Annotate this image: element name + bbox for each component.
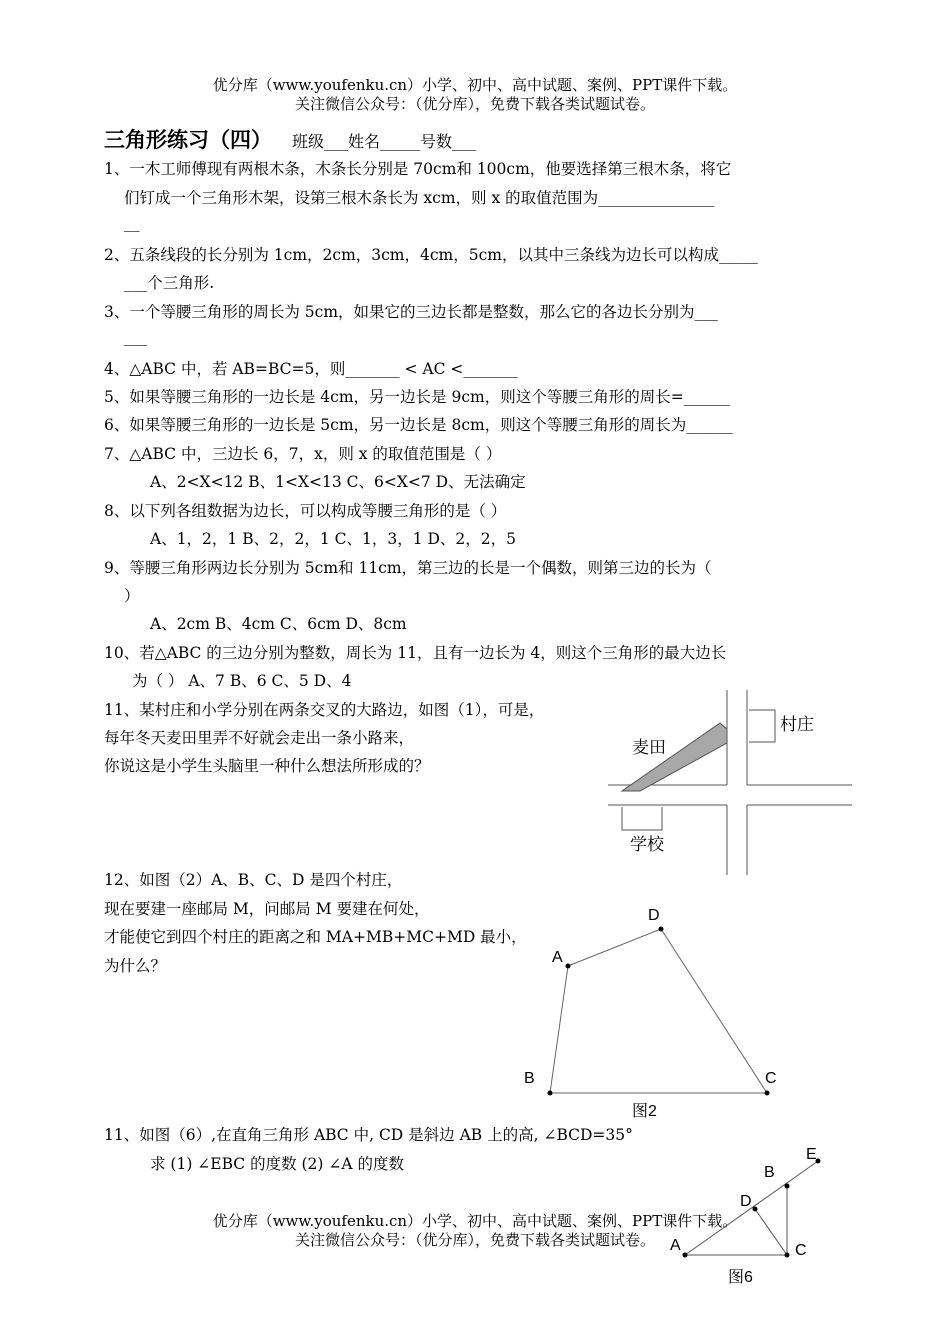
- question-12-line-1: 12、如图（2）A、B、C、D 是四个村庄，: [104, 871, 403, 889]
- header-line-2: 关注微信公众号：（优分库），免费下载各类试题试卷。: [294, 95, 655, 113]
- label-c: C: [795, 1242, 807, 1259]
- question-13-line-1: 11、如图（6）,在直角三角形 ABC 中, CD 是斜边 AB 上的高, ∠BCD=35°: [104, 1126, 633, 1144]
- question-1-line-3: __: [124, 214, 140, 232]
- village-box: [749, 710, 775, 742]
- question-3-line-1: 3、一个等腰三角形的周长为 5cm，如果它的三边长都是整数，那么它的各边长分别为___: [104, 303, 718, 321]
- question-2-line-2: ___个三角形.: [124, 274, 215, 292]
- school-label: 学校: [630, 835, 664, 854]
- label-c: C: [765, 1070, 777, 1087]
- question-8-options: A、1，2，1 B、2，2，1 C、1，3，1 D、2，2，5: [150, 530, 516, 548]
- header-line-1: 优分库（www.youfenku.cn）小学、初中、高中试题、案例、PPT课件下载。: [212, 76, 738, 94]
- field-label: 麦田: [632, 738, 666, 757]
- shortcut-path: [622, 723, 727, 791]
- question-13-line-2: 求 (1) ∠EBC 的度数 (2) ∠A 的度数: [150, 1155, 404, 1173]
- page-title: [104, 124, 476, 154]
- point-a: [683, 1253, 688, 1258]
- question-9-line-2: ）: [124, 587, 140, 605]
- point-c: [765, 1091, 770, 1096]
- question-12-line-3: 才能使它到四个村庄的距离之和 MA+MB+MC+MD 最小，: [104, 928, 527, 946]
- footer-line-2: 关注微信公众号：（优分库），免费下载各类试题试卷。: [294, 1231, 655, 1249]
- point-b: [548, 1091, 553, 1096]
- question-11-line-3: 你说这是小学生头脑里一种什么想法所形成的？: [104, 757, 430, 775]
- quadrilateral: [550, 929, 767, 1093]
- label-d: D: [648, 907, 660, 924]
- footer-line-1: 优分库（www.youfenku.cn）小学、初中、高中试题、案例、PPT课件下载。: [212, 1212, 738, 1230]
- question-7: 7、△ABC 中，三边长 6，7，x，则 x 的取值范围是（ ）: [104, 445, 502, 463]
- question-7-options: A、2<X<12 B、1<X<13 C、6<X<7 D、无法确定: [150, 473, 526, 491]
- question-12-line-4: 为什么？: [104, 957, 167, 975]
- header-bottom: [0, 1212, 950, 1250]
- label-a: A: [670, 1237, 681, 1254]
- label-a: A: [552, 949, 563, 966]
- question-12-line-2: 现在要建一座邮局 M，问邮局 M 要建在何处，: [104, 900, 430, 918]
- question-1-line-2: 们钉成一个三角形木架，设第三根木条长为 xcm，则 x 的取值范围为_______________: [124, 189, 715, 207]
- figure-2-quadrilateral: [520, 900, 790, 1125]
- question-4: 4、△ABC 中，若 AB=BC=5，则_______ < AC <_______: [104, 360, 518, 378]
- label-b: B: [524, 1070, 535, 1087]
- question-5: 5、如果等腰三角形的一边长是 4cm，另一边长是 9cm，则这个等腰三角形的周长=______: [104, 388, 731, 406]
- question-3-line-2: ___: [124, 328, 148, 346]
- question-9-line-1: 9、等腰三角形两边长分别为 5cm和 11cm，第三边的长是一个偶数，则第三边的长为（: [104, 559, 712, 577]
- point-d: [753, 1207, 758, 1212]
- label-e: E: [806, 1146, 817, 1163]
- question-1-line-1: 1、一木工师傅现有两根木条，木条长分别是 70cm和 100cm，他要选择第三根木条，将它: [104, 160, 732, 178]
- question-11-line-2: 每年冬天麦田里弄不好就会走出一条小路来，: [104, 729, 415, 747]
- village-label: 村庄: [780, 715, 814, 734]
- point-a: [566, 964, 571, 969]
- header-top: [0, 76, 950, 114]
- point-d: [659, 927, 664, 932]
- question-10-line-2: 为（ ） A、7 B、6 C、5 D、4: [132, 672, 352, 690]
- label-d: D: [740, 1193, 752, 1210]
- school-box: [622, 807, 662, 830]
- label-b: B: [764, 1164, 775, 1181]
- point-b: [785, 1184, 790, 1189]
- point-c: [785, 1253, 790, 1258]
- question-8: 8、以下列各组数据为边长，可以构成等腰三角形的是（ ）: [104, 502, 507, 520]
- figure-6-caption: 图6: [728, 1269, 753, 1286]
- figure-2-caption: 图2: [632, 1103, 657, 1120]
- question-2-line-1: 2、五条线段的长分别为 1cm，2cm，3cm，4cm，5cm，以其中三条线为边长可以构成_____: [104, 246, 758, 264]
- question-6: 6、如果等腰三角形的一边长是 5cm，另一边长是 8cm，则这个等腰三角形的周长为______: [104, 416, 733, 434]
- question-9-options: A、2cm B、4cm C、6cm D、8cm: [150, 615, 407, 633]
- question-11-line-1: 11、某村庄和小学分别在两条交叉的大路边，如图（1），可是，: [104, 701, 545, 719]
- question-10-line-1: 10、若△ABC 的三边分别为整数，周长为 11，且有一边长为 4，则这个三角形的最大边长: [104, 644, 727, 662]
- figure-1-crossroads: [600, 685, 860, 880]
- title-main: 三角形练习（四）: [104, 127, 272, 152]
- title-fields: 班级___姓名_____号数___: [292, 132, 477, 151]
